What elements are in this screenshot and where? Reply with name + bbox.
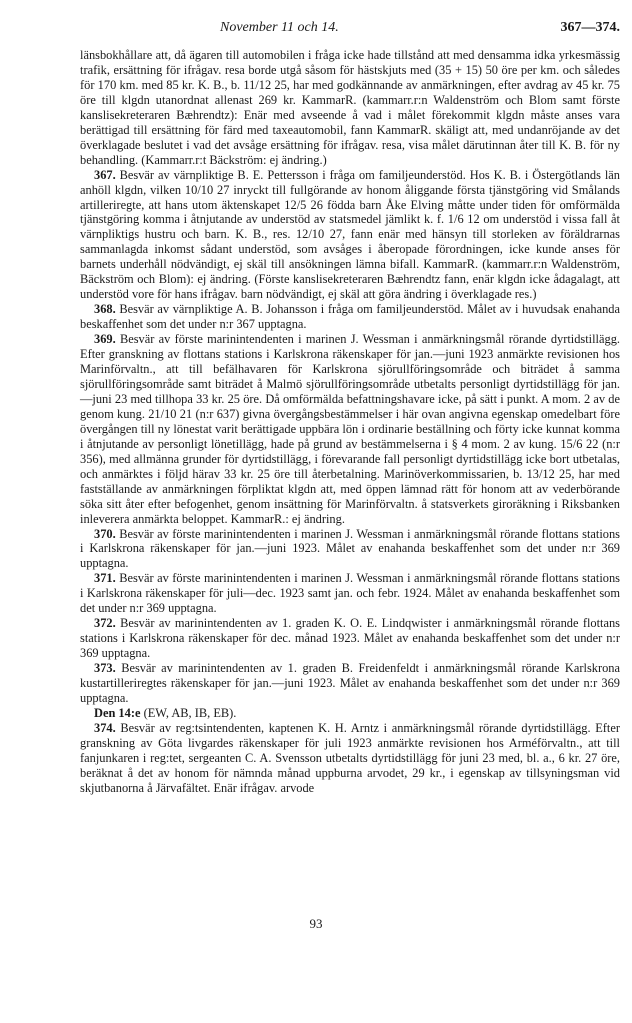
paragraph-370: 370. Besvär av förste marinintendenten i marinen J. Wessman i anmärkningsmål rörande flottans stations i Karlskrona räkenskaper för jan.—juni 1923. Målet av enahanda beskaffenhet som det under n:r 369 upptagna. [80, 526, 620, 571]
session-date-heading: Den 14:e (EW, AB, IB, EB). [94, 705, 237, 720]
case-number: 374. [94, 720, 116, 735]
paragraph-373: 373. Besvär av marinintendenten av 1. graden B. Freidenfeldt i anmärkningsmål rörande Karlskrona kustartilleriregtes räkenskaper för jan.—juni 1923. Målet av enahanda beskaffenhet som det under n:r 369 upptagna. [80, 661, 620, 705]
paragraph-368: 368. Besvär av värnpliktige A. B. Johansson i fråga om familjeunderstöd. Målet av i huvudsak enahanda beskaffenhet som det under n:r 367 upptagna. [80, 302, 620, 332]
paragraph-367: 367. Besvär av värnpliktige B. E. Pettersson i fråga om familjeunderstöd. Hos K. B. i Östergötlands län anhöll klgdn, vilken 10/10 27 inryckt till fullgörande av honom åliggande första tjänstgöring vid Smålands artilleriregte, att hans utom äktenskapet 12/5 26 födda barn Åke Elving måtte under tiden för omförmälda tjänstgöring komma i åtnjutande av understöd av statsmedel jämlikt k. f. 1/6 12 om understöd i vissa fall åt värnpliktigs hustru och barn. K. B., res. 12/10 27, fann enär med hänsyn till storleken av föräldrarnas sammanlagda inkomst sådant understöd, som avsåges i åberopade förordningen, icke kunde anses för barnets underhåll nödvändigt, ej skäl till ansökningen lämna bifall. KammarR. (kammarr.r:n Waldenström, Bäckström och Blom): ej ändring. (Förste kanslisekreteraren Bæhrendtz fann, enär klgdn icke ådagalagt, att understöd vore för hans ifrågav. barn nödvändigt, ej skäl att göra ändring i överklagade res.) [80, 167, 620, 302]
header-title: November 11 och 14. [220, 20, 339, 35]
body-text [80, 48, 620, 796]
case-number: 369. [94, 332, 116, 347]
page-number: 93 [309, 916, 323, 931]
case-number: 368. [94, 302, 116, 317]
paragraph-371: 371. Besvär av förste marinintendenten i marinen J. Wessman i anmärkningsmål rörande flottans stations i Karlskrona räkenskaper för juli—dec. 1923 samt jan. och febr. 1924. Målet av enahanda beskaffenhet som det under n:r 369 upptagna. [80, 571, 620, 616]
session-date: Den 14:e [94, 705, 141, 720]
paragraph-369: 369. Besvär av förste marinintendenten i marinen J. Wessman i anmärkningsmål rörande dyrtidstillägg. Efter granskning av flottans stations i Karlskrona räkenskaper för jan.—juni 1923 anmärkte revisionen hos Marinförvaltn., att till befälhavaren för Karlskrona sjörullföringsområde och biträdet å samma sjörullföringsområde samt biträdet å Malmö sjörullföringsområde utbetalts personligt dyrtidstillägg för jan.—juni 23 med tillhopa 33 kr. 25 öre. Då omförmälda befattningshavare icke, på sätt i punkt. A mom. 2 av de genom kung. 21/10 21 (n:r 637) givna övergångsbestämmelser i här ovan angivna egenskap omedelbart före övergången till ny lönestat varit berättigade uppbära lön i ordinarie beställning och förty icke kunnat komma i åtnjutande av personligt lönetillägg, hade på grund av bestämmelserna i § 4 mom. 2 av kung. 15/6 22 (n:r 356), med allmänna grunder för dyrtidstillägg, i förevarande fall personligt dyrtidstillägg icke bort utbetalas, och anmärktes i följd härav 33 kr. 25 öre till återbetalning. Marinöverkommissarien, b. 13/12 25, har med fastställande av anmärkningen förpliktat klgdn att, med öppen lämnad rätt för honom att av vederbörande söka sitt åter efter befogenhet, genom insättning för Marinförvaltn. å statsverkets giroräkning i Riksbanken inleverera anmärkta beloppet. KammarR.: ej ändring. [80, 332, 620, 526]
case-number: 367. [94, 167, 116, 182]
case-number: 371. [94, 571, 116, 586]
running-header [80, 20, 620, 42]
paragraph-372: 372. Besvär av marinintendenten av 1. graden K. O. E. Lindqwister i anmärkningsmål rörande flottans stations i Karlskrona räkenskaper för dec. månad 1923. Målet av enahanda beskaffenhet som det under n:r 369 upptagna. [80, 616, 620, 661]
case-number: 370. [94, 526, 116, 541]
header-case-range: 367—374. [560, 20, 620, 35]
case-number: 372. [94, 616, 116, 631]
case-number: 373. [94, 661, 116, 676]
paragraph-374: 374. Besvär av reg:tsintendenten, kaptenen K. H. Arntz i anmärkningsmål rörande dyrtidstillägg. Efter granskning av Göta livgardes räkenskaper för juli 1923 anmärkte revisionen hos Arméförvaltn., att till fanjunkaren i reg:tet, sergeanten C. A. Svensson utbetalts dyrtidstillägg för juni 23 med, bl. a., 6 kr. 27 öre, beräknat å det av honom för nämnda månad uppburna arvodet, 29 kr., i egenskap av tillsyningsman vid skjutbanorna å Järvafältet. Enär ifrågav. arvode [80, 720, 620, 795]
paragraph-continued: länsbokhållare att, då ägaren till automobilen i fråga icke hade tillstånd att med densamma idka yrkesmässig trafik, ersättning för ifrågav. resa borde utgå såsom för hästskjuts med (35 + 15) 50 öre per km. och således för 170 km. med 85 kr. K. B., b. 11/12 25, har med godkännande av anmärkningen, efter avdrag av 45 kr. 75 öre till klgdn utanordnat allenast 269 kr. KammarR. (kammarr.r:n Waldenström och Blom samt förste kanslisekreteraren Bæhrendtz): Enär med avseende å vad i målet förekommit klgdn måste anses vara berättigad till ersättning för färd med taxeautomobil, fann KammarR. skäligt att, med undanröjande av det överklagade beslutet i vad det avsåge ersättning för ifrågav. resa, visa målet därutinnan åter till K. B. för ny behandling. (Kammarr.r:t Bäckström: ej ändring.) [80, 48, 620, 167]
